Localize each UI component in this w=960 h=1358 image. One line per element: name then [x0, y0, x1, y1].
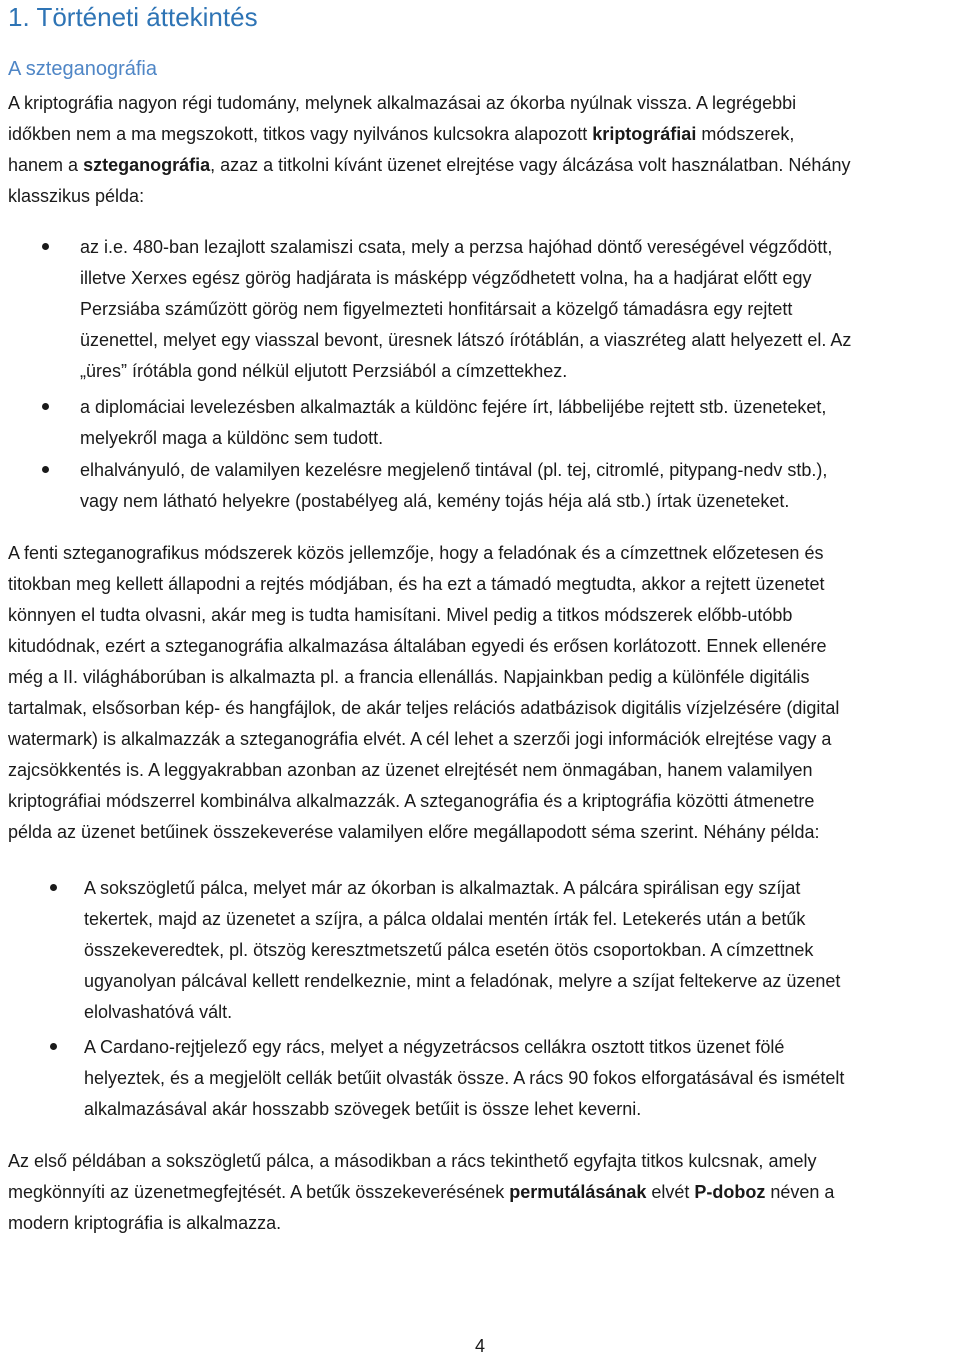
subsection-heading: A szteganográfia: [8, 58, 157, 80]
bullet-icon: [42, 466, 49, 473]
bullet-icon: [42, 403, 49, 410]
text-line: még a II. világháborúban is alkalmazta pl. a francia ellenállás. Napjainkban pedig a különféle digitális: [8, 667, 810, 687]
section-heading: [8, 2, 258, 33]
text-line: modern kriptográfia is alkalmazza.: [8, 1213, 282, 1233]
list-item: A Cardano-rejtjelező egy rács, melyet a négyzetrácsos cellákra osztott titkos üzenet fölé helyeztek, és a megjelölt cellák betűit olvasták össze. A rács 90 fokos elforgatásával és ismételt alkalmazásával akár hosszabb szövegek betűit is össze lehet keverni.: [84, 1037, 845, 1119]
bold-term: szteganográfia: [83, 155, 211, 175]
list-item: az i.e. 480-ban lezajlott szalamiszi csata, mely a perzsa hajóhad döntő vereségével végződött, illetve Xerxes egész görög hadjárata is másképp végződhetett volna, ha a hadjárat előtt egy Perzsiába száműzött görög nem figyelmezteti honfitársait a közelgő támadásra egy rejtett üzenettel, melyet egy viasszal bevont, üresnek látszó írótáblán, a viaszréteg alatt helyezett el. Az „üres” írótábla gond nélkül eljutott Perzsiából a címzettekhez.: [80, 237, 852, 381]
text-line: A fenti szteganografikus módszerek közös jellemzője, hogy a feladónak és a címzettnek előzetesen és: [8, 543, 824, 563]
text-line: kitudódnak, ezért a szteganográfia alkalmazása általában egyedi és erősen korlátozott. Ennek ellenére: [8, 636, 827, 656]
text-line: klasszikus példa:: [8, 186, 145, 206]
text-line: időkben nem a ma megszokott, titkos vagy nyilvános kulcsokra alapozott kriptográfiai módszerek,: [8, 124, 795, 144]
list-item: a diplomáciai levelezésben alkalmazták a küldönc fejére írt, lábbelijébe rejtett stb. üzeneteket, melyekről maga a küldönc sem tudott.: [80, 397, 827, 448]
text-line: Az első példában a sokszögletű pálca, a másodikban a rács tekinthető egyfajta titkos kulcsnak, amely: [8, 1151, 817, 1171]
body-paragraph: [8, 538, 958, 848]
list-item: elhalványuló, de valamilyen kezelésre megjelenő tintával (pl. tej, citromlé, pitypang-nedv stb.), vagy nem látható helyekre (postabélyeg alá, kemény tojás héja alá stb.) írtak üzeneteket.: [80, 460, 828, 511]
bold-term: P-doboz: [694, 1182, 766, 1202]
text-line: kriptográfiai módszerrel kombinálva alkalmazzák. A szteganográfia és a kriptográfia közötti átmenetre: [8, 791, 815, 811]
text-line: példa az üzenet betűinek összekeverése valamilyen előre megállapodott séma szerint. Néhány példa:: [8, 822, 820, 842]
text-line: könnyen el tudta olvasni, akár meg is tudta hamisítani. Mivel pedig a titkos módszerek előbb-utóbb: [8, 605, 793, 625]
bullet-icon: [50, 1043, 57, 1050]
text-line: zajcsökkentés is. A leggyakrabban azonban az üzenet elrejtését nem önmagában, hanem valamilyen: [8, 760, 813, 780]
text-line: titokban meg kellett állapodni a rejtés módjában, és ha ezt a támadó megtudta, akkor a rejtett üzenetet: [8, 574, 825, 594]
section-title: Történeti áttekintés: [36, 2, 258, 32]
bold-term: kriptográfiai: [592, 124, 697, 144]
page-number: 4: [474, 1336, 485, 1356]
bullet-icon: [42, 243, 49, 250]
bold-term: permutálásának: [509, 1182, 647, 1202]
text-line: watermark) is alkalmazzák a szteganográfia elvét. A cél lehet a szerzői jogi információk elrejtése vagy a: [8, 729, 832, 749]
intro-paragraph: [8, 88, 958, 212]
section-number: 1.: [8, 2, 30, 32]
text-line: A kriptográfia nagyon régi tudomány, melynek alkalmazásai az ókorba nyúlnak vissza. A legrégebbi: [8, 93, 797, 113]
body-paragraph: [8, 1146, 958, 1239]
list-item: A sokszögletű pálca, melyet már az ókorban is alkalmaztak. A pálcára spirálisan egy szíjat tekertek, majd az üzenetet a szíjra, a pálca oldalai mentén írták fel. Letekerés után a betűk összekeveredtek, pl. ötszög keresztmetszetű pálca esetén ötös csoportokban. A címzettnek ugyanolyan pálcával kellett rendelkeznie, mint a feladónak, melyre a szíjat feltekerve az üzenet elolvashatóvá vált.: [84, 878, 841, 1022]
text-line: tartalmak, elsősorban kép- és hangfájlok, de akár teljes relációs adatbázisok digitális vízjelzésére (digital: [8, 698, 840, 718]
text-line: megkönnyíti az üzenetmegfejtését. A betűk összekeverésének permutálásának elvét P-doboz néven a: [8, 1182, 835, 1202]
bullet-icon: [50, 884, 57, 891]
text-line: hanem a szteganográfia, azaz a titkolni kívánt üzenet elrejtése vagy álcázása volt használatban. Néhány: [8, 155, 851, 175]
